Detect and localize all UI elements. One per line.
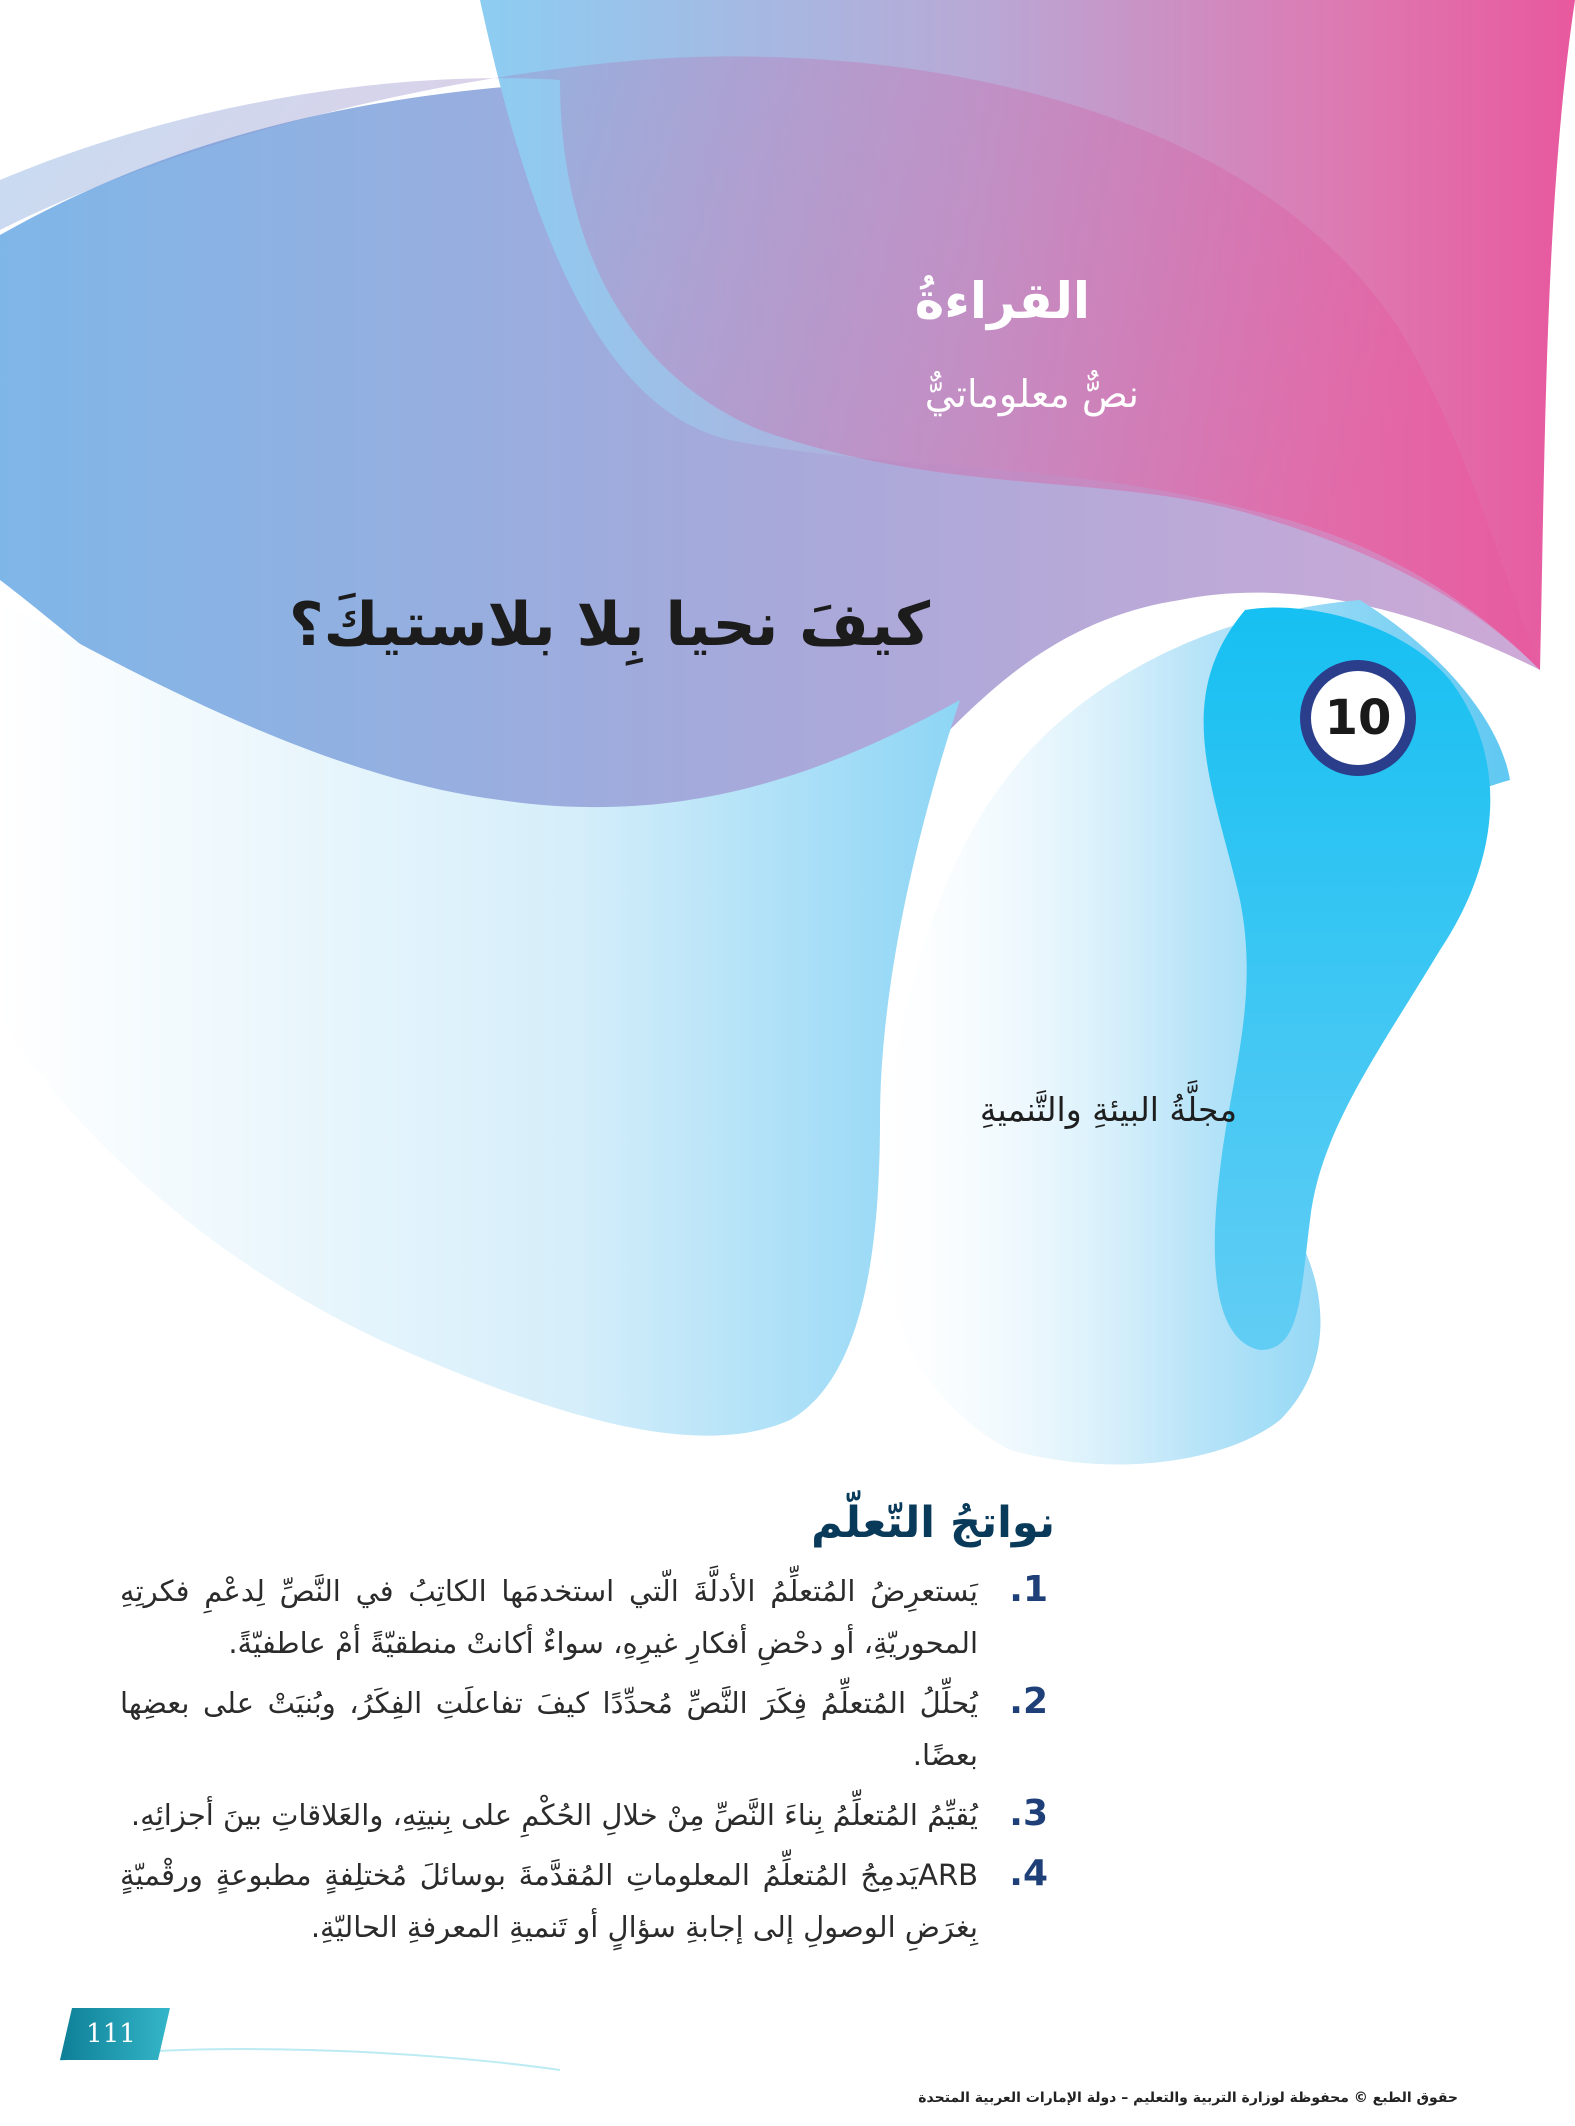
- outcomes-heading: نواتجُ التّعلّم: [811, 1498, 1055, 1548]
- outcome-number: 2.: [1009, 1681, 1048, 1722]
- outcome-text: يُقيِّمُ المُتعلِّمُ بِناءَ النَّصِّ مِنْ خلالِ الحُكْمِ على بِنيتِهِ، والعَلاقاتِ بينَ أجزائِهِ.: [130, 1798, 978, 1832]
- outcome-item: [120, 1565, 1048, 1669]
- outcome-number: 4.: [1009, 1853, 1048, 1894]
- section-title: القراءةُ: [914, 272, 1090, 330]
- lesson-number-badge: [1300, 660, 1416, 776]
- source-citation: مجلَّةُ البيئةِ والتَّنميةِ: [979, 1090, 1237, 1129]
- outcome-number: 1.: [1009, 1569, 1048, 1610]
- section-subtitle: نصٌّ معلوماتيٌّ: [924, 372, 1139, 416]
- lesson-title: كيفَ نحيا بِلا بلاستيكَ؟: [288, 590, 930, 660]
- outcome-text: ARBيَدمِجُ المُتعلِّمُ المعلوماتِ المُقدَّمةَ بوسائلَ مُختلِفةٍ مطبوعةٍ ورقْميّةٍ بِغرَضِ الوصولِ إلى إجابةِ سؤالٍ أو تَنميةِ المعرفةِ الحاليّةِ.: [120, 1858, 978, 1944]
- outcome-text: يُحلِّلُ المُتعلِّمُ فِكَرَ النَّصِّ مُحدِّدًا كيفَ تفاعلَتِ الفِكَرُ، وبُنيَتْ على بعضِها بعضًا.: [120, 1686, 978, 1772]
- outcome-text: يَستعرِضُ المُتعلِّمُ الأدلَّةَ الّتي استخدمَها الكاتِبُ في النَّصِّ لِدعْمِ فكرتِهِ المحوريّةِ، أو دحْضِ أفكارِ غيرِهِ، سواءٌ أكانتْ منطقيّةً أمْ عاطفيّةً.: [120, 1574, 978, 1660]
- lesson-number: 10: [1311, 671, 1405, 765]
- copyright-notice: حقوق الطبع © محفوظة لوزارة التربية والتعليم – دولة الإمارات العربية المتحدة: [918, 2090, 1458, 2106]
- outcome-item: [120, 1677, 1048, 1781]
- outcome-item: [120, 1789, 1048, 1841]
- outcome-item: [120, 1849, 1048, 1953]
- outcome-number: 3.: [1009, 1793, 1048, 1834]
- page-number: 111: [86, 2019, 136, 2049]
- outcomes-list: [120, 1565, 1048, 1961]
